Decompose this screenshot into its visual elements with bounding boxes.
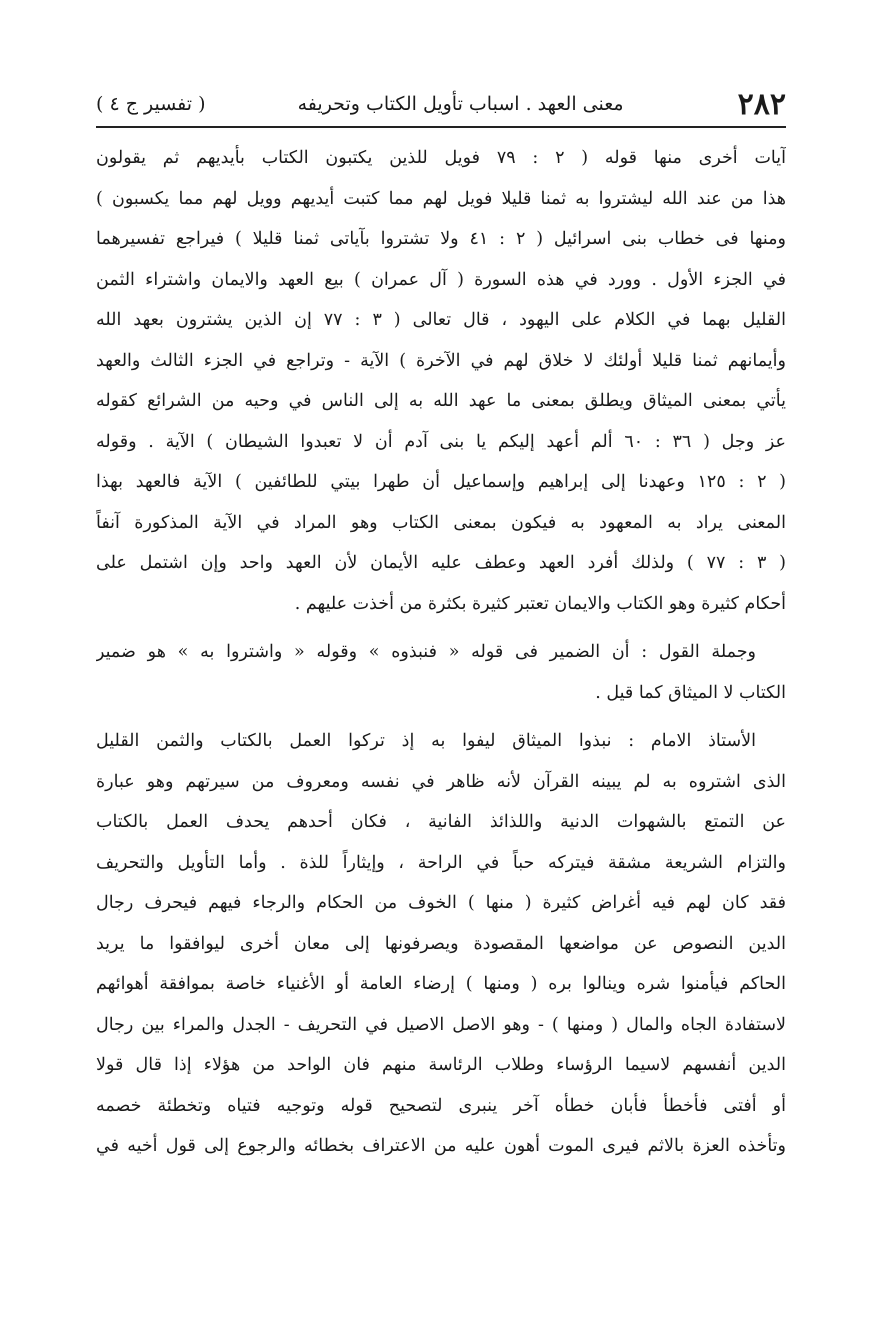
page-number: ٢٨٢ [737,86,786,122]
text-line: آيات أخرى منها قوله ( ٢ : ٧٩ فويل للذين يكتبون الكتاب بأيديهم ثم يقولون [96,148,786,168]
paragraph [96,632,786,713]
text-line: القليل بهما في الكلام على اليهود ، قال تعالى ( ٣ : ٧٧ إن الذين يشترون بعهد الله [96,310,786,330]
text-line: عز وجل ( ٣٦ : ٦٠ ألم أعهد إليكم يا بنى آدم أن لا تعبدوا الشيطان ) الآية . وقوله [96,431,786,452]
paragraph [96,721,786,1167]
text-line: الدين النصوص عن مواضعها المقصودة ويصرفونها إلى معان أخرى ليوافقوا ما يريد [96,933,786,954]
text-line: لاستفادة الجاه والمال ( ومنها ) - وهو الاصل الاصيل في التحريف - الجدل والمراء بين رجال [96,1014,786,1035]
text-line: المعنى يراد به المعهود به فيكون بمعنى الكتاب وهو المراد في الآية المذكورة آنفاً [96,512,786,533]
header-rule [96,126,786,128]
text-line: الذى اشتروه به لم يبينه القرآن لأنه ظاهر في نفسه ومعروف من سيرتهم وهو عبارة [96,771,786,792]
text-line: الأستاذ الامام : نبذوا الميثاق ليفوا به إذ تركوا العمل بالكتاب والثمن القليل [96,731,756,751]
text-line: والتزام الشريعة مشقة فيتركه حباً في الراحة ، وإيثاراً للذة . وأما التأويل والتحريف [96,852,786,873]
running-title: معنى العهد . اسباب تأويل الكتاب وتحريفه [297,93,624,115]
text-line: أحكام كثيرة وهو الكتاب والايمان تعتبر كثيرة بكثرة من أخذت عليهم . [294,593,786,614]
text-line: ( ٢ : ١٢٥ وعهدنا إلى إبراهيم وإسماعيل أن طهرا بيتي للطائفين ) الآية فالعهد بهذا [96,472,786,492]
text-line: أو أفتى فأخطأ فأبان خطأه آخر ينبرى لتصحيح قوله وتوجيه فتياه وتخطئة خصمه [96,1095,786,1116]
page-header [96,84,786,124]
text-line: ومنها فى خطاب بنى اسرائيل ( ٢ : ٤١ ولا تشتروا بآياتى ثمنا قليلا ) فيراجع تفسيرهما [96,229,786,249]
page-body [96,138,786,1167]
text-line: فقد كان لهم فيه أغراض كثيرة ( منها ) الخوف من الحكام والرجاء فيهم فيحرف رجال [96,893,786,913]
text-line: هذا من عند الله ليشتروا به ثمنا قليلا فويل لهم مما كتبت أيديهم وويل لهم مما يكسبون ) [96,188,786,209]
text-line: ( ٣ : ٧٧ ) ولذلك أفرد العهد وعطف عليه الأيمان لأن العهد واحد وإن اشتمل على [96,553,786,573]
text-line: وجملة القول : أن الضمير فى قوله « فنبذوه » وقوله « واشتروا به » هو ضمير [96,642,756,662]
text-line: الحاكم فيأمنوا شره وينالوا بره ( ومنها ) إرضاء العامة أو الأغنياء خاصة بموافقة أهوائهم [96,974,786,994]
text-line: في الجزء الأول . وورد في هذه السورة ( آل عمران ) بيع العهد والايمان واشتراء الثمن [96,269,786,290]
volume-label: ( تفسير ج ٤ ) [96,93,206,115]
text-line: وأيمانهم ثمنا قليلا أولئك لا خلاق لهم في الآخرة ) الآية - وتراجع في الجزء الثالث والعهد [96,350,786,371]
text-line: يأتي بمعنى الميثاق ويطلق بمعنى ما عهد الله به إلى الناس في وحيه من الشرائع كقوله [96,391,786,411]
text-line: وتأخذه العزة بالاثم فيرى الموت أهون عليه من الاعتراف بخطائه والرجوع إلى قول أخيه في [96,1136,786,1156]
text-line: الدين أنفسهم لاسيما الرؤساء وطلاب الرئاسة منهم فان الواحد من هؤلاء إذا قال قولا [96,1055,786,1075]
text-line: عن التمتع بالشهوات الدنية واللذائذ الفانية ، فكان أحدهم يحدف العمل بالكتاب [96,812,786,832]
text-line: الكتاب لا الميثاق كما قيل . [595,682,786,703]
paragraph [96,138,786,624]
